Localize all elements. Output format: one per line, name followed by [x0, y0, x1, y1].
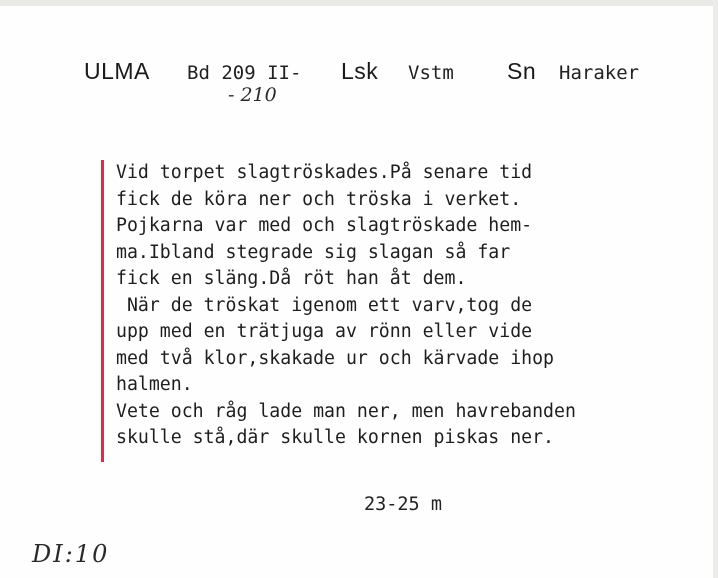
- card-right-edge: [713, 0, 718, 578]
- text-line: Pojkarna var med och slagtröskade hem-: [116, 215, 533, 236]
- text-line: halmen.: [116, 374, 193, 395]
- landskap-value: Vstm: [408, 62, 454, 84]
- archive-name: ULMA: [84, 58, 150, 84]
- text-line: upp med en trätjuga av rönn eller vide: [116, 321, 533, 342]
- margin-rule: [101, 160, 104, 462]
- text-line: fick en släng.Då röt han åt dem.: [116, 268, 467, 289]
- text-line: Vete och råg lade man ner, men havrebanden: [116, 400, 576, 422]
- text-line: Vid torpet slagtröskades.På senare tid: [116, 162, 533, 183]
- text-line: med två klor,skakade ur och kärvade ihop: [116, 347, 554, 369]
- text-line: fick de köra ner och tröska i verket.: [116, 188, 522, 210]
- text-line: ma.Ibland stegrade sig slagan så far: [116, 241, 511, 263]
- card-top-edge: [0, 0, 718, 6]
- volume-number: Bd 209 II-: [187, 62, 302, 84]
- page-range: 23-25 m: [364, 494, 442, 515]
- landskap-label: Lsk: [341, 58, 379, 84]
- socken-value: Haraker: [559, 62, 640, 84]
- volume-handwritten: - 210: [228, 84, 277, 106]
- catalog-code-handwritten: DI:10: [32, 540, 110, 568]
- socken-label: Sn: [507, 58, 537, 84]
- record-text: [116, 160, 576, 452]
- text-line: skulle stå,där skulle kornen piskas ner.: [116, 427, 554, 448]
- text-line: När de tröskat igenom ett varv,tog de: [116, 294, 533, 316]
